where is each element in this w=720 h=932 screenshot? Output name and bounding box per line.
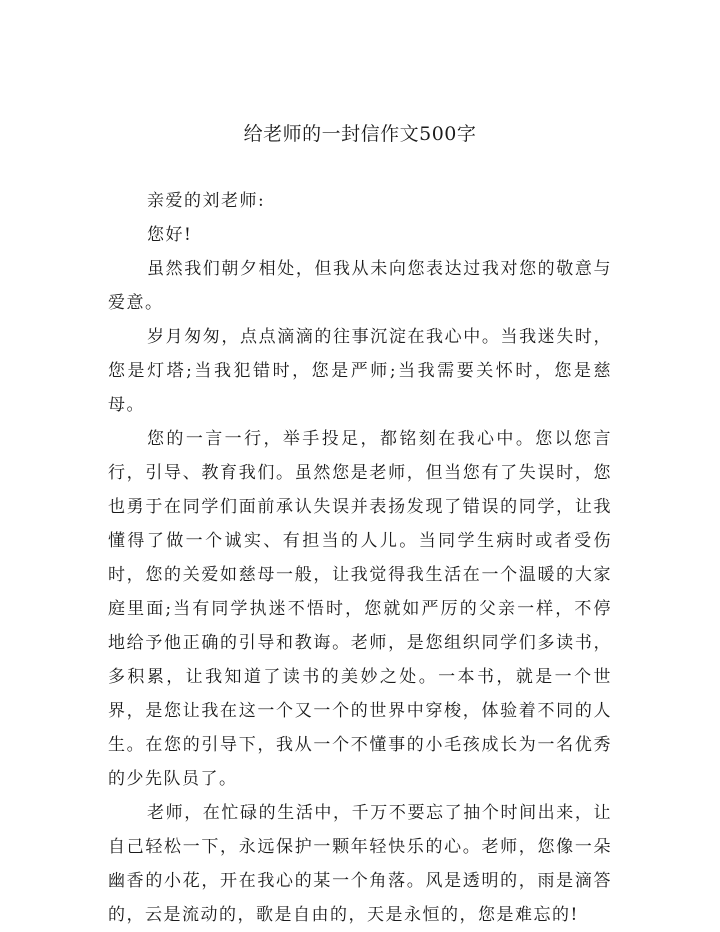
salutation: 亲爱的刘老师: [147,191,266,211]
paragraph-4: 老师，在忙碌的生活中，千万不要忘了抽个时间出来，让自己轻松一下，永远保护一颗年轻快乐的心。老师，您像一朵幽香的小花，开在我心的某一个角落。风是透明的，雨是滴答的，云是流动的，歌是自由的，天是永恒的，您是难忘的! [108,803,612,925]
paragraph-2: 岁月匆匆，点点滴滴的往事沉淀在我心中。当我迷失时，您是灯塔;当我犯错时，您是严师;当我需要关怀时，您是慈母。 [108,327,612,415]
paragraph-3: 您的一言一行，举手投足，都铭刻在我心中。您以您言行，引导、教育我们。虽然您是老师，但当您有了失误时，您也勇于在同学们面前承认失误并表扬发现了错误的同学，让我懂得了做一个诚实、有担当的人儿。当同学生病时或者受伤时，您的关爱如慈母一般，让我觉得我生活在一个温暖的大家庭里面;当有同学执迷不悟时，您就如严厉的父亲一样，不停地给予他正确的引导和教诲。老师，是您组织同学们多读书，多积累，让我知道了读书的美妙之处。一本书，就是一个世界，是您让我在这一个又一个的世界中穿梭，体验着不同的人生。在您的引导下，我从一个不懂事的小毛孩成长为一名优秀的少先队员了。 [108,429,612,789]
document-title: 给老师的一封信作文500字 [243,123,477,145]
letter-body [108,184,612,932]
paragraph-1: 虽然我们朝夕相处，但我从未向您表达过我对您的敬意与爱意。 [108,259,612,313]
greeting: 您好! [147,225,193,245]
